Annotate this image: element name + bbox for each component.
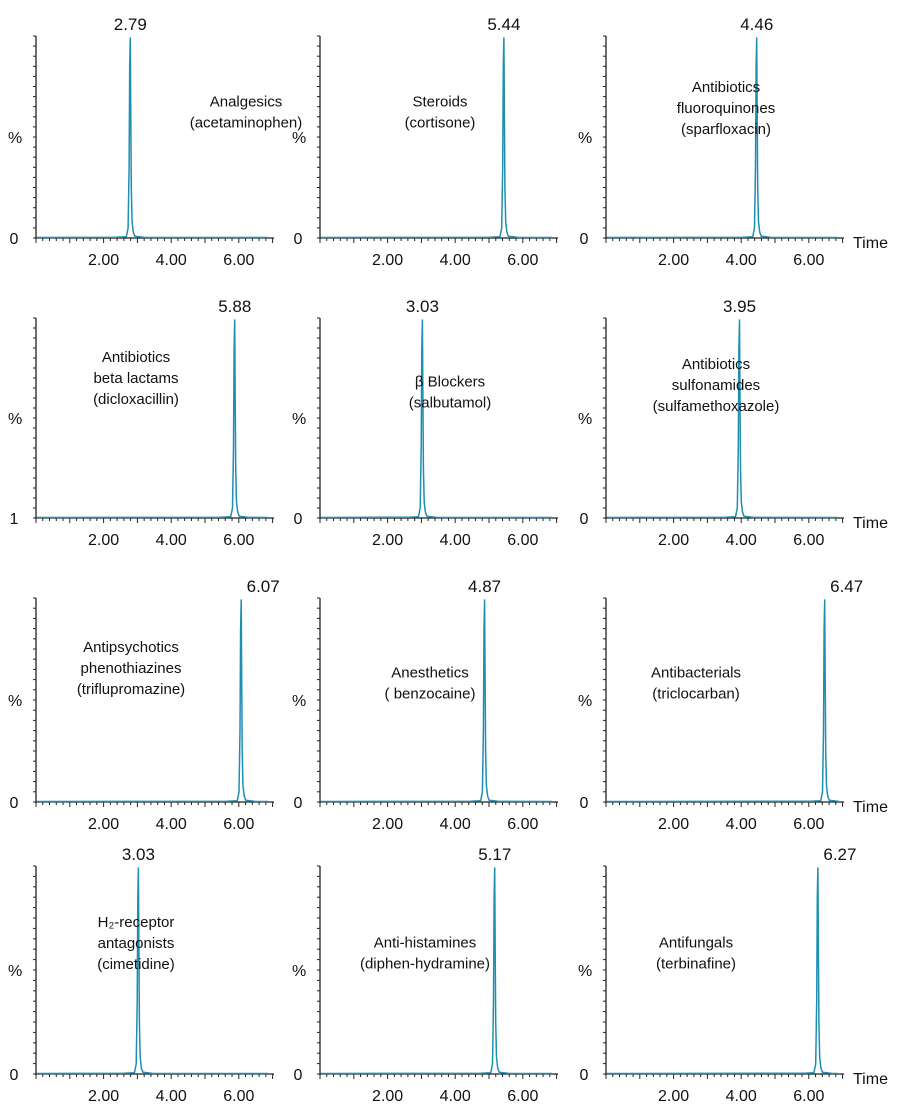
- x-tick-label: 6.00: [507, 816, 539, 833]
- x-tick-label: 2.00: [372, 816, 404, 833]
- x-tick-label: 6.00: [793, 816, 825, 833]
- compound-label-line: beta lactams: [93, 370, 179, 387]
- compound-label-line: (triclocarban): [652, 685, 740, 703]
- peak-label: 3.03: [405, 297, 439, 316]
- x-tick-label: 4.00: [439, 1088, 471, 1105]
- chromatogram-panel: [578, 15, 888, 269]
- peak-label: 4.87: [468, 577, 502, 596]
- peak-label: 6.47: [830, 577, 864, 596]
- x-tick-label: 2.00: [88, 816, 120, 833]
- compound-label-line: fluoroquinones: [676, 100, 776, 117]
- y-axis-label: %: [578, 411, 593, 428]
- x-tick-label: 2.00: [372, 532, 404, 549]
- x-tick-label: 6.00: [507, 1088, 539, 1105]
- y-axis-min-label: 0: [579, 1067, 589, 1084]
- x-tick-label: 6.00: [507, 532, 539, 549]
- x-axis-label: Time: [853, 1071, 888, 1088]
- x-tick-label: 4.00: [155, 1088, 187, 1105]
- compound-label-line: Antibiotics: [101, 349, 171, 366]
- y-axis-label: %: [578, 963, 593, 980]
- x-tick-label: 2.00: [88, 252, 120, 269]
- chromatogram-panel: [578, 845, 888, 1105]
- compound-label-line: Antibiotics: [691, 79, 761, 96]
- compound-label-line: antagonists: [97, 935, 175, 952]
- x-tick-label: 6.00: [507, 252, 539, 269]
- y-axis-label: %: [578, 130, 593, 147]
- peak-label: 5.88: [218, 297, 252, 316]
- y-axis-min-label: 0: [293, 231, 303, 248]
- peak-label: 6.27: [823, 845, 857, 864]
- chromatogram-panel: [292, 577, 558, 833]
- x-axis-label: Time: [853, 515, 888, 532]
- chromatogram-panel: [292, 297, 558, 549]
- x-tick-label: 2.00: [88, 532, 120, 549]
- chromatogram-panel: [8, 15, 302, 269]
- y-axis-label: %: [8, 963, 23, 980]
- y-axis-min-label: 0: [293, 511, 303, 528]
- chromatogram-panel: [292, 15, 558, 269]
- y-axis-min-label: 0: [579, 231, 589, 248]
- x-tick-label: 6.00: [223, 252, 255, 269]
- y-axis-label: %: [292, 963, 307, 980]
- x-tick-label: 6.00: [223, 816, 255, 833]
- y-axis-min-label: 0: [293, 795, 303, 812]
- peak-label: 3.03: [121, 845, 155, 864]
- x-tick-label: 2.00: [658, 252, 690, 269]
- compound-label-line: Anesthetics: [391, 664, 469, 682]
- compound-label-line: Anti-histamines: [373, 934, 477, 952]
- compound-label-line: Steroids: [412, 93, 468, 111]
- compound-label-line: (acetaminophen): [189, 114, 303, 132]
- x-tick-label: 4.00: [155, 252, 187, 269]
- x-tick-label: 6.00: [223, 532, 255, 549]
- y-axis-label: %: [8, 130, 23, 147]
- peak-trace: [37, 38, 268, 238]
- compound-label-line: Analgesics: [209, 93, 283, 111]
- compound-label-line: (sulfamethoxazole): [652, 398, 780, 415]
- x-tick-label: 4.00: [439, 816, 471, 833]
- compound-label-line: Antibiotics: [681, 356, 751, 373]
- x-tick-label: 2.00: [372, 252, 404, 269]
- x-axis-label: Time: [853, 235, 888, 252]
- x-tick-label: 2.00: [658, 1088, 690, 1105]
- compound-label-line: Antifungals: [658, 934, 734, 952]
- y-axis-min-label: 0: [293, 1067, 303, 1084]
- x-tick-label: 4.00: [725, 816, 757, 833]
- chromatogram-panel: [8, 845, 274, 1105]
- compound-label-line: (sparfloxacin): [680, 121, 772, 138]
- chromatogram-panel: [578, 577, 888, 833]
- x-tick-label: 4.00: [725, 1088, 757, 1105]
- peak-label: 6.07: [246, 577, 280, 596]
- x-tick-label: 2.00: [88, 1088, 120, 1105]
- compound-label-line: phenothiazines: [80, 660, 182, 677]
- x-tick-label: 2.00: [658, 816, 690, 833]
- chromatogram-panel: [578, 297, 888, 549]
- y-axis-label: %: [292, 693, 307, 710]
- y-axis-label: %: [8, 693, 23, 710]
- chromatogram-panel: [8, 577, 280, 833]
- y-axis-min-label: 1: [9, 511, 19, 528]
- y-axis-min-label: 0: [579, 511, 589, 528]
- compound-label-line: β Blockers: [414, 373, 486, 391]
- x-tick-label: 6.00: [793, 252, 825, 269]
- compound-label-line: Antibacterials: [650, 664, 742, 682]
- peak-label: 3.95: [722, 297, 757, 316]
- y-axis-min-label: 0: [9, 795, 19, 812]
- peak-trace: [321, 38, 552, 238]
- x-tick-label: 4.00: [439, 532, 471, 549]
- y-axis-label: %: [292, 411, 307, 428]
- peak-trace: [607, 320, 838, 518]
- compound-label-line: (salbutamol): [408, 394, 492, 412]
- y-axis-label: %: [578, 693, 593, 710]
- x-tick-label: 6.00: [793, 1088, 825, 1105]
- x-tick-label: 2.00: [372, 1088, 404, 1105]
- compound-label-line: (cimetidine): [97, 956, 175, 973]
- compound-label-line: H₂-receptor: [97, 914, 175, 931]
- x-tick-label: 2.00: [658, 532, 690, 549]
- chromatogram-panel: [292, 845, 558, 1105]
- y-axis-min-label: 0: [9, 1067, 19, 1084]
- x-tick-label: 6.00: [793, 532, 825, 549]
- x-tick-label: 4.00: [155, 532, 187, 549]
- x-tick-label: 4.00: [725, 532, 757, 549]
- x-tick-label: 4.00: [155, 816, 187, 833]
- y-axis-min-label: 0: [9, 231, 19, 248]
- peak-label: 5.17: [478, 845, 512, 864]
- x-tick-label: 4.00: [725, 252, 757, 269]
- peak-label: 5.44: [487, 15, 521, 34]
- chromatogram-panel: [8, 297, 274, 549]
- compound-label-line: ( benzocaine): [384, 685, 476, 703]
- x-tick-label: 4.00: [439, 252, 471, 269]
- y-axis-label: %: [292, 130, 307, 147]
- peak-trace: [321, 320, 552, 518]
- compound-label-line: (cortisone): [404, 114, 476, 132]
- peak-label: 2.79: [113, 15, 147, 34]
- compound-label-line: (terbinafine): [655, 955, 737, 973]
- peak-label: 4.46: [740, 15, 774, 34]
- compound-label-line: (diphen-hydramine): [359, 955, 491, 973]
- compound-label-line: (triflupromazine): [76, 681, 186, 698]
- x-axis-label: Time: [853, 799, 888, 816]
- compound-label-line: Antipsychotics: [83, 639, 179, 656]
- y-axis-label: %: [8, 411, 23, 428]
- peak-trace: [37, 600, 268, 802]
- compound-label-line: sulfonamides: [671, 377, 761, 394]
- compound-label-line: (dicloxacillin): [93, 391, 179, 408]
- x-tick-label: 6.00: [223, 1088, 255, 1105]
- y-axis-min-label: 0: [579, 795, 589, 812]
